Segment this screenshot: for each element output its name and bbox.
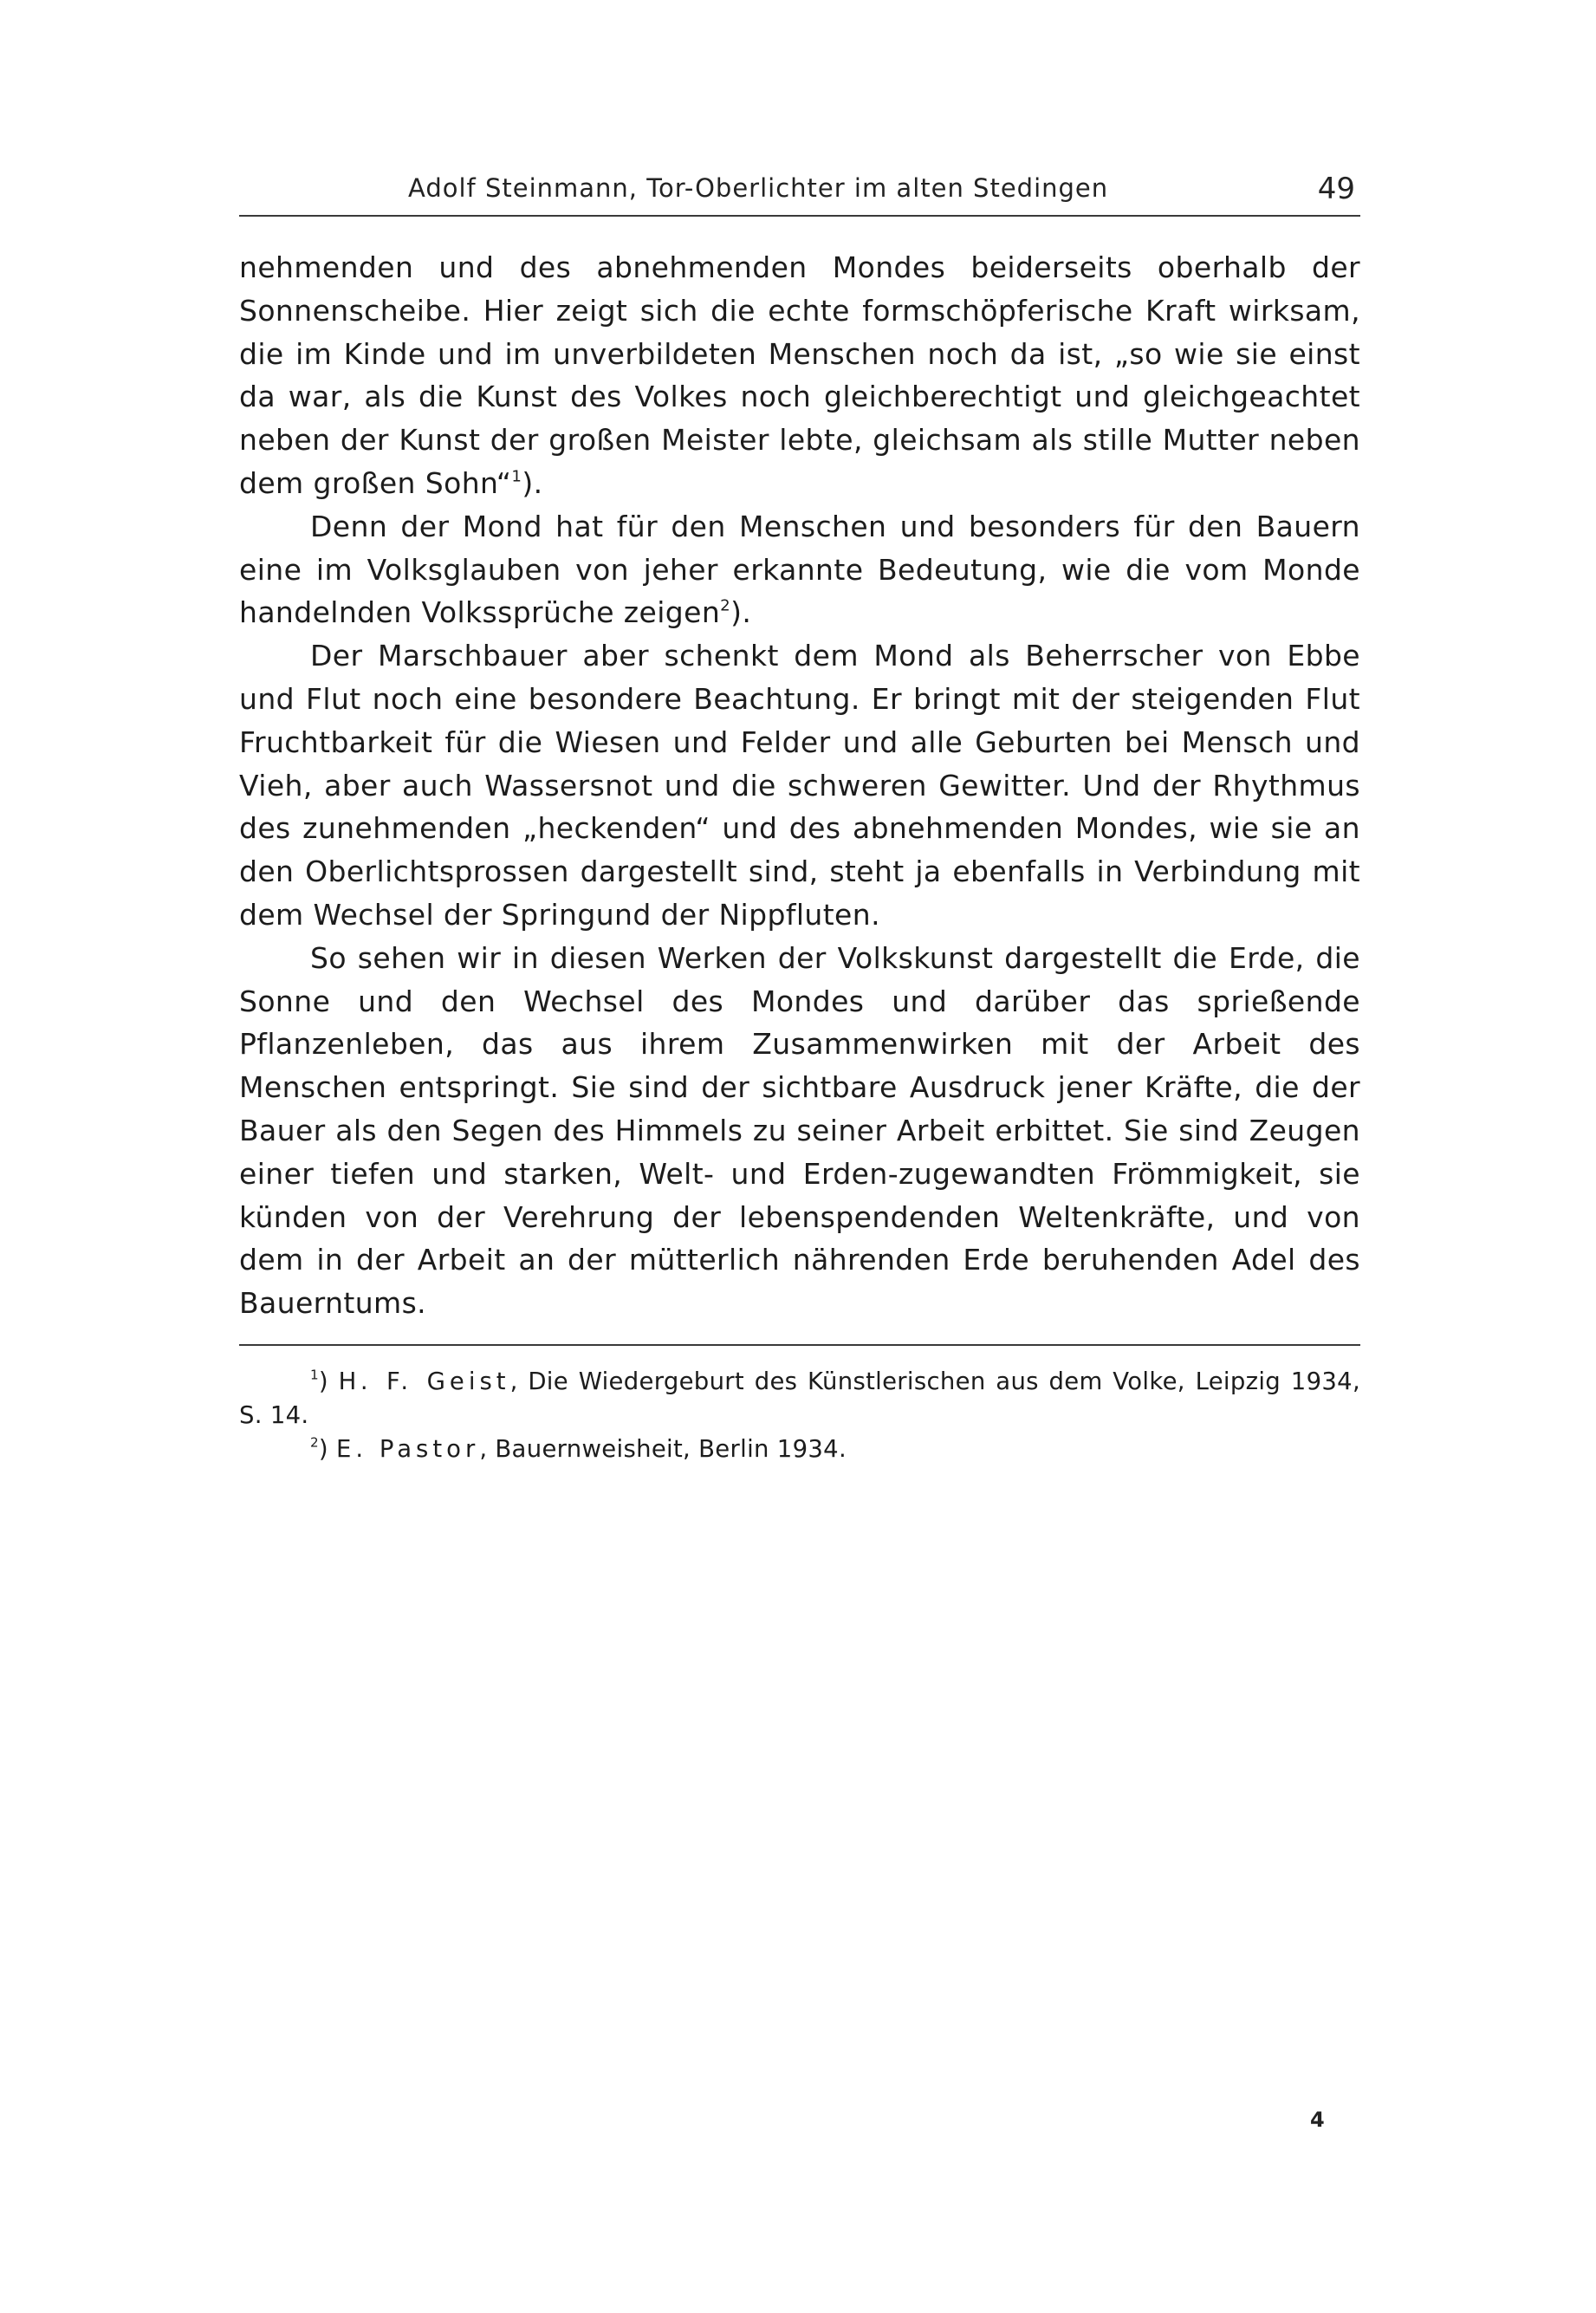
paragraph-1 <box>239 246 1360 505</box>
footnote-rule <box>239 1344 1360 1346</box>
paragraph-2 <box>239 505 1360 634</box>
page-number: 49 <box>1317 172 1355 206</box>
signature-mark: 4 <box>1310 2108 1325 2132</box>
footnote-marker-2: 2 <box>310 1434 319 1451</box>
footnote-2: $^2$) E. Pastor, Bauernweisheit, Berlin 1934. <box>310 1434 847 1463</box>
paragraph-1-end: ). <box>522 465 543 500</box>
paragraph-3: Der Marschbauer aber schenkt dem Mond als Beherrscher von Ebbe und Flut noch eine besondere Beachtung. Er bringt mit der steigenden Flut Fruchtbarkeit für die Wiesen und Felder und alle Geburten bei Mensch und Vieh, aber auch Wassersnot und die schweren Gewitter. Und der Rhythmus des zunehmenden „heckenden“ und des abnehmenden Mondes, wie sie an den Oberlichtsprossen dargestellt sind, steht ja ebenfalls in Verbindung mit dem Wechsel der Springund der Nippfluten. <box>239 639 1360 932</box>
footnote-1-text: , Die Wiedergeburt des Künstlerischen aus dem Volke, Leipzig 1934, S. 14. <box>239 1367 1360 1429</box>
body-text <box>239 246 1360 1325</box>
footnote-1: $^1$) H. F. Geist, Die Wiedergeburt des Künstlerischen aus dem Volke, Leipzig 1934, S. 14. <box>239 1367 1360 1429</box>
footnote-2-author: E. Pastor <box>336 1434 480 1463</box>
running-head: Adolf Steinmann, Tor-Oberlichter im alten Stedingen <box>408 173 1109 203</box>
footnote-marker-1: 1 <box>310 1367 319 1383</box>
paragraph-1-text: nehmenden und des abnehmenden Mondes beiderseits oberhalb der Sonnenscheibe. Hier zeigt sich die echte formschöpferische Kraft wirksam, die im Kinde und im unverbildeten Menschen noch da ist, „so wie sie einst da war, als die Kunst des Volkes noch gleichberechtigt und gleichgeachtet neben der Kunst der großen Meister lebte, gleichsam als stille Mutter neben dem großen Sohn“ <box>239 250 1360 500</box>
footnote-ref-1: 1 <box>511 467 522 486</box>
footnote-2-text: , Bauernweisheit, Berlin 1934. <box>479 1434 847 1463</box>
paragraph-4: So sehen wir in diesen Werken der Volkskunst dargestellt die Erde, die Sonne und den Wechsel des Mondes und darüber das sprießende Pflanzenleben, das aus ihrem Zusammenwirken mit der Arbeit des Menschen entspringt. Sie sind der sichtbare Ausdruck jener Kräfte, die der Bauer als den Segen des Himmels zu seiner Arbeit erbittet. Sie sind Zeugen einer tiefen und starken, Welt- und Erden-zugewandten Frömmigkeit, sie künden von der Verehrung der lebenspendenden Weltenkräfte, und von dem in der Arbeit an der mütterlich nährenden Erde beruhenden Adel des Bauerntums. <box>239 940 1360 1321</box>
footnotes <box>239 1365 1360 1466</box>
document-page <box>239 166 1360 1466</box>
header-rule <box>239 215 1360 217</box>
paragraph-2-end: ). <box>730 595 752 630</box>
footnote-ref-2: 2 <box>720 596 731 615</box>
page-header <box>239 166 1360 217</box>
paragraph-2-text: Denn der Mond hat für den Menschen und besonders für den Bauern eine im Volksglauben von jeher erkannte Bedeutung, wie die vom Monde handelnden Volkssprüche zeigen <box>239 509 1360 630</box>
footnote-1-author: H. F. Geist <box>338 1367 510 1395</box>
